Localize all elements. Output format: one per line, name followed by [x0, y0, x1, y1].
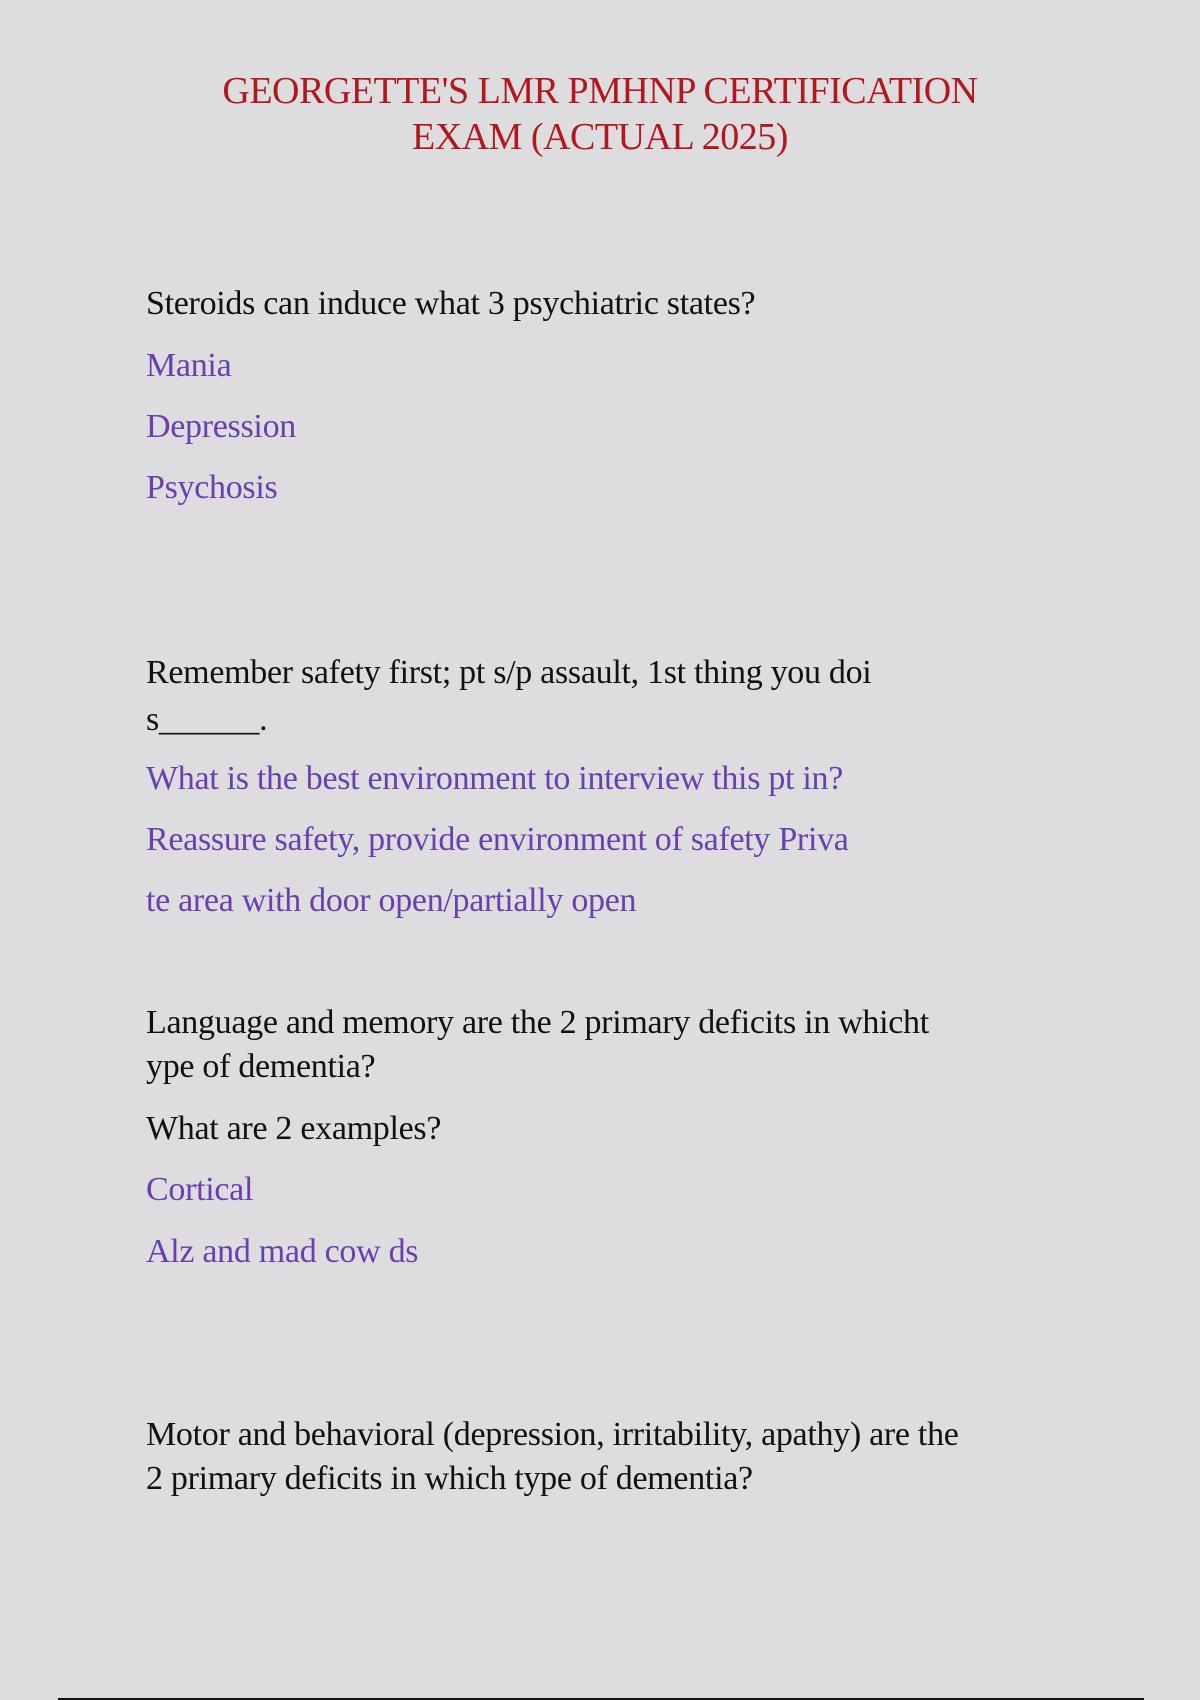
- question-3-text-line-3: What are 2 examples?: [146, 1110, 442, 1147]
- question-1-text: Steroids can induce what 3 psychiatric states?: [146, 285, 756, 322]
- document-title-line-2: EXAM (ACTUAL 2025): [412, 116, 788, 158]
- question-3-text-line-2: ype of dementia?: [146, 1048, 376, 1085]
- question-1-answer-2: Depression: [146, 408, 296, 445]
- question-4-text-line-1: Motor and behavioral (depression, irritability, apathy) are the: [146, 1416, 959, 1453]
- question-1-answer-3: Psychosis: [146, 469, 278, 506]
- question-3-answer-2: Alz and mad cow ds: [146, 1233, 419, 1270]
- question-2-text-line-2: s______.: [146, 701, 268, 738]
- question-3-text-line-1: Language and memory are the 2 primary deficits in whicht: [146, 1004, 929, 1041]
- question-2-answer-1: What is the best environment to interview this pt in?: [146, 760, 844, 797]
- question-2-text-line-1: Remember safety first; pt s/p assault, 1st thing you doi: [146, 654, 872, 691]
- question-1-answer-1: Mania: [146, 347, 232, 384]
- question-2-answer-3: te area with door open/partially open: [146, 882, 637, 919]
- question-4-text-line-2: 2 primary deficits in which type of dementia?: [146, 1460, 753, 1497]
- document-title-line-1: GEORGETTE'S LMR PMHNP CERTIFICATION: [222, 70, 978, 112]
- question-3-answer-1: Cortical: [146, 1171, 254, 1208]
- question-2-answer-2: Reassure safety, provide environment of safety Priva: [146, 821, 849, 858]
